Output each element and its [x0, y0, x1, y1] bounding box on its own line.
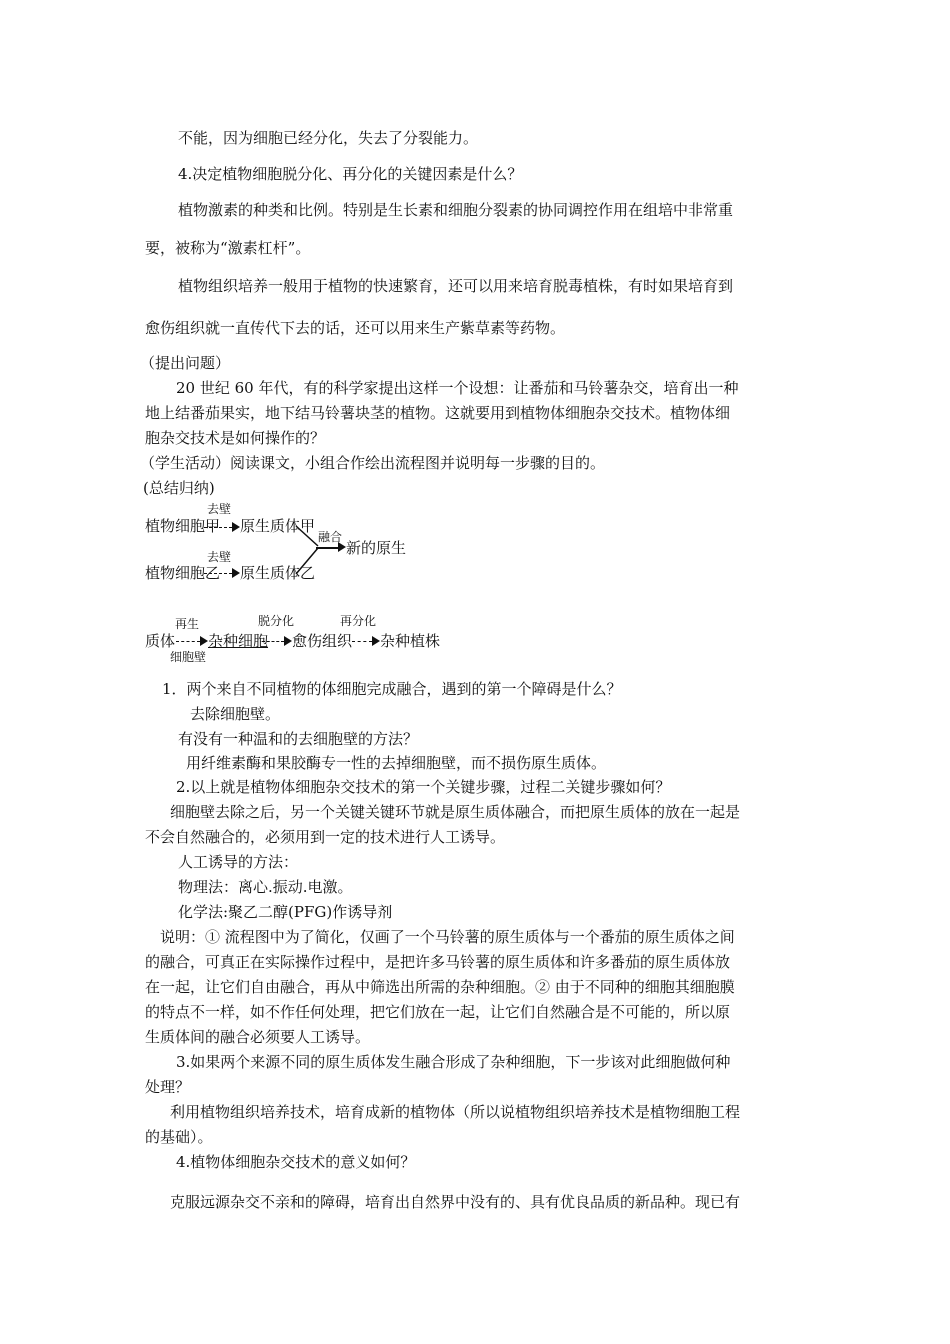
- diagram-label-dediff: 脱分化: [258, 614, 295, 628]
- diagram-cell-a: 植物细胞甲: [145, 517, 221, 535]
- section-label: (总结归纳): [143, 479, 215, 497]
- question-4: 4.植物体细胞杂交技术的意义如何？: [176, 1153, 416, 1171]
- text-line: 不能，因为细胞已经分化，失去了分裂能力。: [178, 129, 479, 147]
- arrowhead-icon: [372, 636, 380, 646]
- diagram-arrow: [262, 641, 284, 642]
- diagram-label-rediff: 再分化: [340, 614, 377, 628]
- diagram-new-proto: 新的原生: [346, 539, 407, 557]
- diagram-proto-a: 原生质体甲: [240, 517, 316, 535]
- answer-2: 不会自然融合的，必须用到一定的技术进行人工诱导。: [145, 828, 506, 846]
- section-label: （提出问题）: [140, 354, 231, 372]
- note-line: 的融合，可真正在实际操作过程中，是把许多马铃薯的原生质体和许多番茄的原生质体放: [145, 953, 731, 971]
- diagram-cell-b: 植物细胞乙: [145, 564, 221, 582]
- methods-title: 人工诱导的方法：: [178, 853, 299, 871]
- arrowhead-icon: [338, 542, 346, 552]
- text-line: 20 世纪 60 年代，有的科学家提出这样一个设想：让番茄和马铃薯杂交，培育出一种: [176, 379, 739, 397]
- text-line: 植物激素的种类和比例。特别是生长素和细胞分裂素的协同调控作用在组培中非常重: [178, 201, 734, 219]
- text-line: 愈伤组织就一直传代下去的话，还可以用来生产紫草素等药物。: [145, 319, 566, 337]
- diagram-arrow: [352, 641, 372, 642]
- diagram-label-remove-wall: 去壁: [207, 550, 232, 564]
- question-4-title: 4.决定植物细胞脱分化、再分化的关键因素是什么？: [178, 165, 523, 183]
- question-2: 2.以上就是植物体细胞杂交技术的第一个关键步骤，过程二关键步骤如何？: [176, 778, 671, 796]
- arrowhead-icon: [284, 636, 292, 646]
- question-3: 处理？: [145, 1078, 191, 1096]
- question-1: 1．两个来自不同植物的体细胞完成融合，遇到的第一个障碍是什么？: [162, 680, 622, 698]
- diagram-label-regen: 再生: [175, 617, 200, 631]
- answer-3: 的基础）。: [145, 1128, 213, 1146]
- answer-4: 克服远源杂交不亲和的障碍，培育出自然界中没有的、具有优良品质的新品种。现已有: [170, 1193, 741, 1211]
- answer-1: 去除细胞壁。: [190, 705, 281, 723]
- answer-1b: 用纤维素酶和果胶酶专一性的去掉细胞壁，而不损伤原生质体。: [186, 754, 607, 772]
- diagram-proto-tail: 质体: [145, 632, 176, 650]
- diagram-proto-b: 原生质体乙: [240, 564, 316, 582]
- note-line: 生质体间的融合必须要人工诱导。: [145, 1028, 371, 1046]
- note-line: 的特点不一样，如不作任何处理，把它们放在一起，让它们自然融合是不可能的，所以原: [145, 1003, 731, 1021]
- diagram-label-cell-wall: 细胞壁: [170, 650, 207, 664]
- diagram-label-fuse: 融合: [318, 530, 343, 544]
- text-line: 地上结番茄果实，地下结马铃薯块茎的植物。这就要用到植物体细胞杂交技术。植物体细: [145, 404, 731, 422]
- arrowhead-icon: [200, 636, 208, 646]
- text-line: 胞杂交技术是如何操作的？: [145, 429, 326, 447]
- method-chemical: 化学法:聚乙二醇(PFG)作诱导剂: [178, 903, 393, 921]
- diagram-label-remove-wall: 去壁: [207, 502, 232, 516]
- method-physical: 物理法：离心.振动.电激。: [178, 878, 353, 896]
- text-line: 植物组织培养一般用于植物的快速繁育，还可以用来培育脱毒植株，有时如果培育到: [178, 277, 734, 295]
- answer-3: 利用植物组织培养技术，培育成新的植物体（所以说植物组织培养技术是植物细胞工程: [170, 1103, 741, 1121]
- question-3: 3.如果两个来源不同的原生质体发生融合形成了杂种细胞，下一步该对此细胞做何种: [176, 1053, 731, 1071]
- diagram-hybrid-cell: 杂种细胞: [208, 632, 269, 650]
- question-1b: 有没有一种温和的去细胞壁的方法？: [178, 730, 419, 748]
- text-line: 要，被称为“激素杠杆”。: [145, 239, 311, 257]
- diagram-callus: 愈伤组织: [292, 632, 353, 650]
- diagram-hybrid-plant: 杂种植株: [380, 632, 441, 650]
- diagram-arrow: [316, 547, 340, 549]
- diagram-arrow: [176, 641, 200, 642]
- answer-2: 细胞壁去除之后，另一个关键关键环节就是原生质体融合，而把原生质体的放在一起是: [170, 803, 741, 821]
- section-label: （学生活动）阅读课文，小组合作绘出流程图并说明每一步骤的目的。: [140, 454, 606, 472]
- note-line: 说明：① 流程图中为了简化，仅画了一个马铃薯的原生质体与一个番茄的原生质体之间: [160, 928, 735, 946]
- note-line: 在一起，让它们自由融合，再从中筛选出所需的杂种细胞。② 由于不同种的细胞其细胞膜: [145, 978, 735, 996]
